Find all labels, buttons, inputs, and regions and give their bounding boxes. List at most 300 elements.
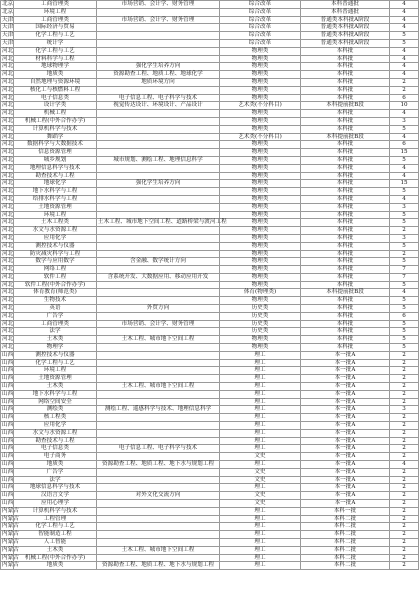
subject-type-cell: 文史 <box>220 453 301 461</box>
direction-cell: 地质环境方向 <box>97 78 220 86</box>
table-row <box>1 258 419 266</box>
plan-count-cell: 4 <box>390 24 419 32</box>
table-row <box>1 195 419 203</box>
plan-count-cell: 4 <box>390 55 419 63</box>
table-row <box>1 344 419 352</box>
subject-type-cell: 综合改革 <box>220 16 301 24</box>
admission-batch-cell: 本科普通批 <box>301 8 390 16</box>
direction-cell <box>97 328 220 336</box>
direction-cell <box>97 476 220 484</box>
subject-type-cell: 理工 <box>220 538 301 546</box>
plan-count-cell: 2 <box>390 78 419 86</box>
table-row <box>1 515 419 523</box>
major-cell: 地球物理学 <box>14 63 97 71</box>
table-row <box>1 227 419 235</box>
admission-batch-cell: 本科批 <box>301 172 390 180</box>
major-cell: 土木类 <box>14 336 97 344</box>
table-row <box>1 461 419 469</box>
plan-count-cell: 2 <box>390 515 419 523</box>
plan-count-cell: 5 <box>390 242 419 250</box>
table-row <box>1 531 419 539</box>
plan-count-cell: 7 <box>390 266 419 274</box>
plan-count-cell: 2 <box>390 523 419 531</box>
subject-type-cell: 理工 <box>220 351 301 359</box>
admission-batch-cell: 本科批 <box>301 297 390 305</box>
province-cell: 河北 <box>2 86 14 93</box>
plan-count-cell: 5 <box>390 188 419 196</box>
plan-count-cell: 4 <box>390 133 419 141</box>
plan-count-cell: 2 <box>390 507 419 515</box>
admission-batch-cell: 本科二批 <box>301 538 390 546</box>
admission-batch-cell: 本一批A <box>301 406 390 414</box>
admission-batch-cell: 本科批 <box>301 195 390 203</box>
admission-batch-cell: 本一批A <box>301 437 390 445</box>
province-cell: 河北 <box>2 281 14 288</box>
province-cell: 河北 <box>2 149 14 156</box>
table-row <box>1 141 419 149</box>
subject-type-cell: 体育(物理类) <box>220 289 301 297</box>
province-cell: 河北 <box>2 78 14 85</box>
subject-type-cell: 物理类 <box>220 211 301 219</box>
admission-batch-cell: 本科一批 <box>301 507 390 515</box>
direction-cell <box>97 500 220 508</box>
major-cell: 土地资源管理 <box>14 203 97 211</box>
table-row <box>1 211 419 219</box>
major-cell: 地质类 <box>14 71 97 79</box>
table-row <box>1 234 419 242</box>
direction-cell <box>97 117 220 125</box>
province-cell: 河北 <box>2 211 14 218</box>
province-cell: 山西 <box>2 359 14 366</box>
province-cell: 河北 <box>2 164 14 171</box>
admission-batch-cell: 本一批A <box>301 351 390 359</box>
direction-cell: 土木工程、城市地下空间工程、道路桥梁与渡河工程 <box>98 219 227 226</box>
major-cell: 工商管理类 <box>14 1 97 9</box>
plan-count-cell: 6 <box>390 94 419 102</box>
direction-cell: 强化学生培养方向 <box>97 180 220 188</box>
admission-batch-cell: 本一批A <box>301 461 390 469</box>
table-row <box>1 156 419 164</box>
province-cell: 山西 <box>2 461 14 468</box>
subject-type-cell: 物理类 <box>220 172 301 180</box>
admission-batch-cell: 本一批A <box>301 453 390 461</box>
major-cell: 体育教育(师范类) <box>14 289 97 297</box>
admission-batch-cell: 本科批 <box>301 273 390 281</box>
subject-type-cell: 理工 <box>220 359 301 367</box>
major-cell: 电子信息类 <box>14 94 97 102</box>
major-cell: 土木类 <box>14 546 97 554</box>
plan-count-cell: 2 <box>390 429 419 437</box>
province-cell: 内蒙古 <box>2 507 19 514</box>
plan-count-cell: 2 <box>390 492 419 500</box>
table-row <box>1 180 419 188</box>
province-cell: 河北 <box>2 234 14 241</box>
direction-cell: 电子信息工程、电子科学与技术 <box>97 94 220 102</box>
major-cell: 英语 <box>14 305 97 313</box>
province-cell: 河北 <box>2 227 14 234</box>
admission-batch-cell: 本一批A <box>301 359 390 367</box>
major-cell: 地球化学 <box>14 180 97 188</box>
plan-count-cell: 5 <box>390 211 419 219</box>
subject-type-cell: 理工 <box>220 515 301 523</box>
province-cell: 河北 <box>2 110 14 117</box>
direction-cell <box>97 8 220 16</box>
table-row <box>1 375 419 383</box>
admission-batch-cell: 本科批 <box>301 141 390 149</box>
plan-count-cell: 3 <box>390 234 419 242</box>
plan-count-cell: 2 <box>390 437 419 445</box>
major-cell: 法学 <box>14 328 97 336</box>
table-row <box>1 523 419 531</box>
admission-batch-cell: 本科批 <box>301 344 390 352</box>
province-cell: 河北 <box>2 47 14 54</box>
plan-count-cell: 2 <box>390 86 419 94</box>
admission-batch-cell: 本科批 <box>301 71 390 79</box>
major-cell: 地质类 <box>14 562 97 570</box>
admission-batch-cell: 本一批A <box>301 383 390 391</box>
plan-count-cell: 2 <box>390 422 419 430</box>
direction-cell <box>97 515 220 523</box>
major-cell: 环境工程 <box>14 367 97 375</box>
subject-type-cell: 物理类 <box>220 117 301 125</box>
province-cell: 山西 <box>2 383 14 390</box>
plan-count-cell: 4 <box>390 8 419 16</box>
subject-type-cell: 理工 <box>220 398 301 406</box>
admission-batch-cell: 本一批A <box>301 476 390 484</box>
major-cell: 信息资源管理 <box>14 149 97 157</box>
plan-count-cell: 2 <box>390 390 419 398</box>
direction-cell <box>97 281 220 289</box>
major-cell: 数学与应用数学 <box>14 258 97 266</box>
major-cell: 环境工程 <box>14 8 97 16</box>
direction-cell: 电子信息工程、电子科学与技术 <box>97 445 220 453</box>
major-cell: 自然地理与资源环境 <box>14 78 97 86</box>
direction-cell <box>97 554 220 562</box>
table-row <box>1 312 419 320</box>
province-cell: 山西 <box>2 429 14 436</box>
province-cell: 河北 <box>2 258 14 265</box>
province-cell: 河北 <box>2 336 14 343</box>
admission-batch-cell: 本科批 <box>301 125 390 133</box>
province-cell: 河北 <box>2 133 14 140</box>
major-cell: 水文与水资源工程 <box>14 429 97 437</box>
subject-type-cell: 理工 <box>220 531 301 539</box>
table-row <box>1 359 419 367</box>
province-cell: 河北 <box>2 117 14 124</box>
table-row <box>1 78 419 86</box>
table-row <box>1 250 419 258</box>
major-cell: 水文与水资源工程 <box>14 227 97 235</box>
major-cell: 电子信息类 <box>14 445 97 453</box>
direction-cell <box>97 234 220 242</box>
direction-cell <box>97 203 220 211</box>
admission-batch-cell: 本一批A <box>301 367 390 375</box>
major-cell: 机械工程(中外合作办学) <box>14 554 97 562</box>
plan-count-cell: 3 <box>390 203 419 211</box>
province-cell: 山西 <box>2 476 14 483</box>
plan-count-cell: 5 <box>390 258 419 266</box>
table-row <box>1 468 419 476</box>
province-cell: 内蒙古 <box>2 515 19 522</box>
subject-type-cell: 理工 <box>220 554 301 562</box>
direction-cell <box>97 195 220 203</box>
direction-cell <box>97 351 220 359</box>
direction-cell <box>97 414 220 422</box>
direction-cell: 土木工程、城市地下空间工程 <box>97 383 220 391</box>
subject-type-cell: 理工 <box>220 445 301 453</box>
plan-count-cell: 4 <box>390 16 419 24</box>
subject-type-cell: 理工 <box>220 461 301 469</box>
major-cell: 计算机科学与技术 <box>14 507 97 515</box>
subject-type-cell: 物理类 <box>220 78 301 86</box>
plan-count-cell: 2 <box>390 445 419 453</box>
admission-batch-cell: 本科二批 <box>301 562 390 570</box>
admission-batch-cell: 普通类本科批A阶段 <box>301 24 390 32</box>
table-row <box>1 484 419 492</box>
plan-count-cell: 4 <box>390 172 419 180</box>
admission-batch-cell: 本科提前批B段 <box>301 133 390 141</box>
subject-type-cell: 理工 <box>220 367 301 375</box>
province-cell: 山西 <box>2 437 14 444</box>
subject-type-cell: 理工 <box>220 390 301 398</box>
direction-cell: 市场营销、会计学、财务管理 <box>97 16 220 24</box>
major-cell: 化学工程与工艺 <box>14 32 97 40</box>
direction-cell <box>97 172 220 180</box>
subject-type-cell: 物理类 <box>220 203 301 211</box>
admission-batch-cell: 本科批 <box>301 305 390 313</box>
plan-count-cell: 2 <box>390 453 419 461</box>
subject-type-cell: 文史 <box>220 500 301 508</box>
admission-batch-cell: 本科提前批B段 <box>301 102 390 110</box>
subject-type-cell: 物理类 <box>220 344 301 352</box>
major-cell: 机械工程 <box>14 110 97 118</box>
table-row <box>1 172 419 180</box>
plan-count-cell: 2 <box>390 554 419 562</box>
province-cell: 内蒙古 <box>2 531 19 538</box>
admission-batch-cell: 普通类本科批A阶段 <box>301 32 390 40</box>
plan-count-cell: 5 <box>390 336 419 344</box>
direction-cell <box>97 437 220 445</box>
admission-batch-cell: 本科二批 <box>301 546 390 554</box>
province-cell: 天津 <box>2 16 14 23</box>
province-cell: 山西 <box>2 367 14 374</box>
province-cell: 河北 <box>2 94 14 101</box>
table-row <box>1 188 419 196</box>
direction-cell <box>97 266 220 274</box>
major-cell: 应用心理学 <box>14 500 97 508</box>
plan-count-cell: 4 <box>390 110 419 118</box>
major-cell: 化学工程与工艺 <box>14 523 97 531</box>
direction-cell <box>97 242 220 250</box>
direction-cell: 资源勘查工程、地质工程、地下水与规划工程 <box>97 562 220 570</box>
subject-type-cell: 理工 <box>220 546 301 554</box>
direction-cell <box>97 55 220 63</box>
table-row <box>1 305 419 313</box>
direction-cell <box>97 422 220 430</box>
direction-cell: 强化学生培养方向 <box>97 63 220 71</box>
province-cell: 山西 <box>2 390 14 397</box>
province-cell: 河北 <box>2 289 14 296</box>
province-cell: 河北 <box>2 219 14 226</box>
province-cell: 河北 <box>2 63 14 70</box>
subject-type-cell: 综合改革 <box>220 24 301 32</box>
direction-cell <box>97 367 220 375</box>
table-row <box>1 164 419 172</box>
province-cell: 山西 <box>2 398 14 405</box>
plan-count-cell: 4 <box>390 289 419 297</box>
major-cell: 勘查技术与工程 <box>14 437 97 445</box>
province-cell: 河北 <box>2 172 14 179</box>
province-cell: 山西 <box>2 414 14 421</box>
subject-type-cell: 物理类 <box>220 273 301 281</box>
province-cell: 内蒙古 <box>2 554 19 561</box>
plan-count-cell: 6 <box>390 312 419 320</box>
table-row <box>1 367 419 375</box>
admission-batch-cell: 本科批 <box>301 180 390 188</box>
admission-batch-cell: 本一批A <box>301 414 390 422</box>
province-cell: 河北 <box>2 195 14 202</box>
plan-count-cell: 2 <box>390 227 419 235</box>
admission-batch-cell: 本一批A <box>301 500 390 508</box>
table-row <box>1 336 419 344</box>
table-row <box>1 39 419 47</box>
table-row <box>1 476 419 484</box>
direction-cell <box>97 47 220 55</box>
table-row <box>1 16 419 24</box>
major-cell: 电子商务 <box>14 453 97 461</box>
admission-batch-cell: 本科批 <box>301 219 390 227</box>
plan-count-cell: 5 <box>390 297 419 305</box>
direction-cell <box>97 110 220 118</box>
direction-cell <box>97 149 220 157</box>
province-cell: 内蒙古 <box>2 562 19 569</box>
major-cell: 物理学 <box>14 344 97 352</box>
table-row <box>1 554 419 562</box>
plan-count-cell: 2 <box>390 383 419 391</box>
subject-type-cell: 物理类 <box>220 219 301 227</box>
table-row <box>1 297 419 305</box>
admission-batch-cell: 本科批 <box>301 336 390 344</box>
direction-cell <box>97 86 220 94</box>
subject-type-cell: 理工 <box>220 406 301 414</box>
plan-count-cell: 6 <box>390 141 419 149</box>
table-row <box>1 414 419 422</box>
subject-type-cell: 理工 <box>220 484 301 492</box>
table-row <box>1 63 419 71</box>
province-cell: 河北 <box>2 180 14 187</box>
major-cell: 土地资源管理 <box>14 375 97 383</box>
province-cell: 山西 <box>2 468 14 475</box>
province-cell: 河北 <box>2 242 14 249</box>
major-cell: 软件工程(中外合作办学) <box>14 281 97 289</box>
subject-type-cell: 理工 <box>220 507 301 515</box>
plan-count-cell: 4 <box>390 461 419 469</box>
admission-batch-cell: 本科批 <box>301 250 390 258</box>
province-cell: 河北 <box>2 344 14 351</box>
province-cell: 山西 <box>2 351 14 358</box>
province-cell: 山西 <box>2 492 14 499</box>
table-row <box>1 289 419 297</box>
subject-type-cell: 历史类 <box>220 312 301 320</box>
subject-type-cell: 物理类 <box>220 195 301 203</box>
admission-batch-cell: 本科批 <box>301 94 390 102</box>
table-row <box>1 47 419 55</box>
admission-batch-cell: 本科批 <box>301 164 390 172</box>
plan-count-cell: 5 <box>390 328 419 336</box>
major-cell: 舞蹈学 <box>14 133 97 141</box>
major-cell: 给排水科学与工程 <box>14 195 97 203</box>
admission-batch-cell: 本科批 <box>301 47 390 55</box>
province-cell: 北京 <box>2 8 14 15</box>
direction-cell <box>97 32 220 40</box>
direction-cell <box>97 297 220 305</box>
subject-type-cell: 理工 <box>220 375 301 383</box>
major-cell: 汉语言文学 <box>14 492 97 500</box>
subject-type-cell: 综合改革 <box>220 39 301 47</box>
table-row <box>1 219 419 227</box>
table-row <box>1 562 419 570</box>
major-cell: 人工智能 <box>14 538 97 546</box>
subject-type-cell: 艺术类(不分科目) <box>220 133 301 141</box>
table-row <box>1 429 419 437</box>
admission-batch-cell: 本科批 <box>301 156 390 164</box>
province-cell: 山西 <box>2 375 14 382</box>
direction-cell: 视觉传达设计、环境设计、产品设计 <box>97 102 220 110</box>
admission-batch-cell: 本科批 <box>301 55 390 63</box>
subject-type-cell: 物理类 <box>220 242 301 250</box>
province-cell: 河北 <box>2 297 14 304</box>
plan-count-cell: 2 <box>390 476 419 484</box>
major-cell: 地质类 <box>14 461 97 469</box>
direction-cell <box>97 39 220 47</box>
admission-batch-cell: 本科批 <box>301 63 390 71</box>
table-row <box>1 55 419 63</box>
subject-type-cell: 物理类 <box>220 110 301 118</box>
major-cell: 智能制造工程 <box>14 531 97 539</box>
subject-type-cell: 历史类 <box>220 328 301 336</box>
table-row <box>1 8 419 16</box>
subject-type-cell: 理工 <box>220 414 301 422</box>
subject-type-cell: 物理类 <box>220 250 301 258</box>
subject-type-cell: 综合改革 <box>220 8 301 16</box>
subject-type-cell: 物理类 <box>220 55 301 63</box>
table-row <box>1 102 419 110</box>
plan-count-cell: 5 <box>390 320 419 328</box>
admission-batch-cell: 本科普通批 <box>301 1 390 9</box>
subject-type-cell: 综合改革 <box>220 32 301 40</box>
major-cell: 地球信息科学与技术 <box>14 484 97 492</box>
province-cell: 内蒙古 <box>2 538 19 545</box>
major-cell: 环境工程 <box>14 211 97 219</box>
admission-batch-cell: 本科批 <box>301 110 390 118</box>
province-cell: 河北 <box>2 328 14 335</box>
major-cell: 勘查技术与工程 <box>14 172 97 180</box>
major-cell: 统计学 <box>14 39 97 47</box>
major-cell: 核化工与核燃料工程 <box>14 86 97 94</box>
subject-type-cell: 物理类 <box>220 149 301 157</box>
major-cell: 土木工程类 <box>14 219 97 227</box>
admission-batch-cell: 本科批 <box>301 211 390 219</box>
major-cell: 应用化学 <box>14 422 97 430</box>
major-cell: 防灾减灾科学与工程 <box>14 250 97 258</box>
direction-cell <box>97 453 220 461</box>
major-cell: 机械工程(中外合作办学) <box>14 117 97 125</box>
major-cell: 化学工程与工艺 <box>14 47 97 55</box>
province-cell: 北京 <box>2 1 14 7</box>
direction-cell <box>97 125 220 133</box>
table-row <box>1 110 419 118</box>
plan-count-cell: 2 <box>390 398 419 406</box>
